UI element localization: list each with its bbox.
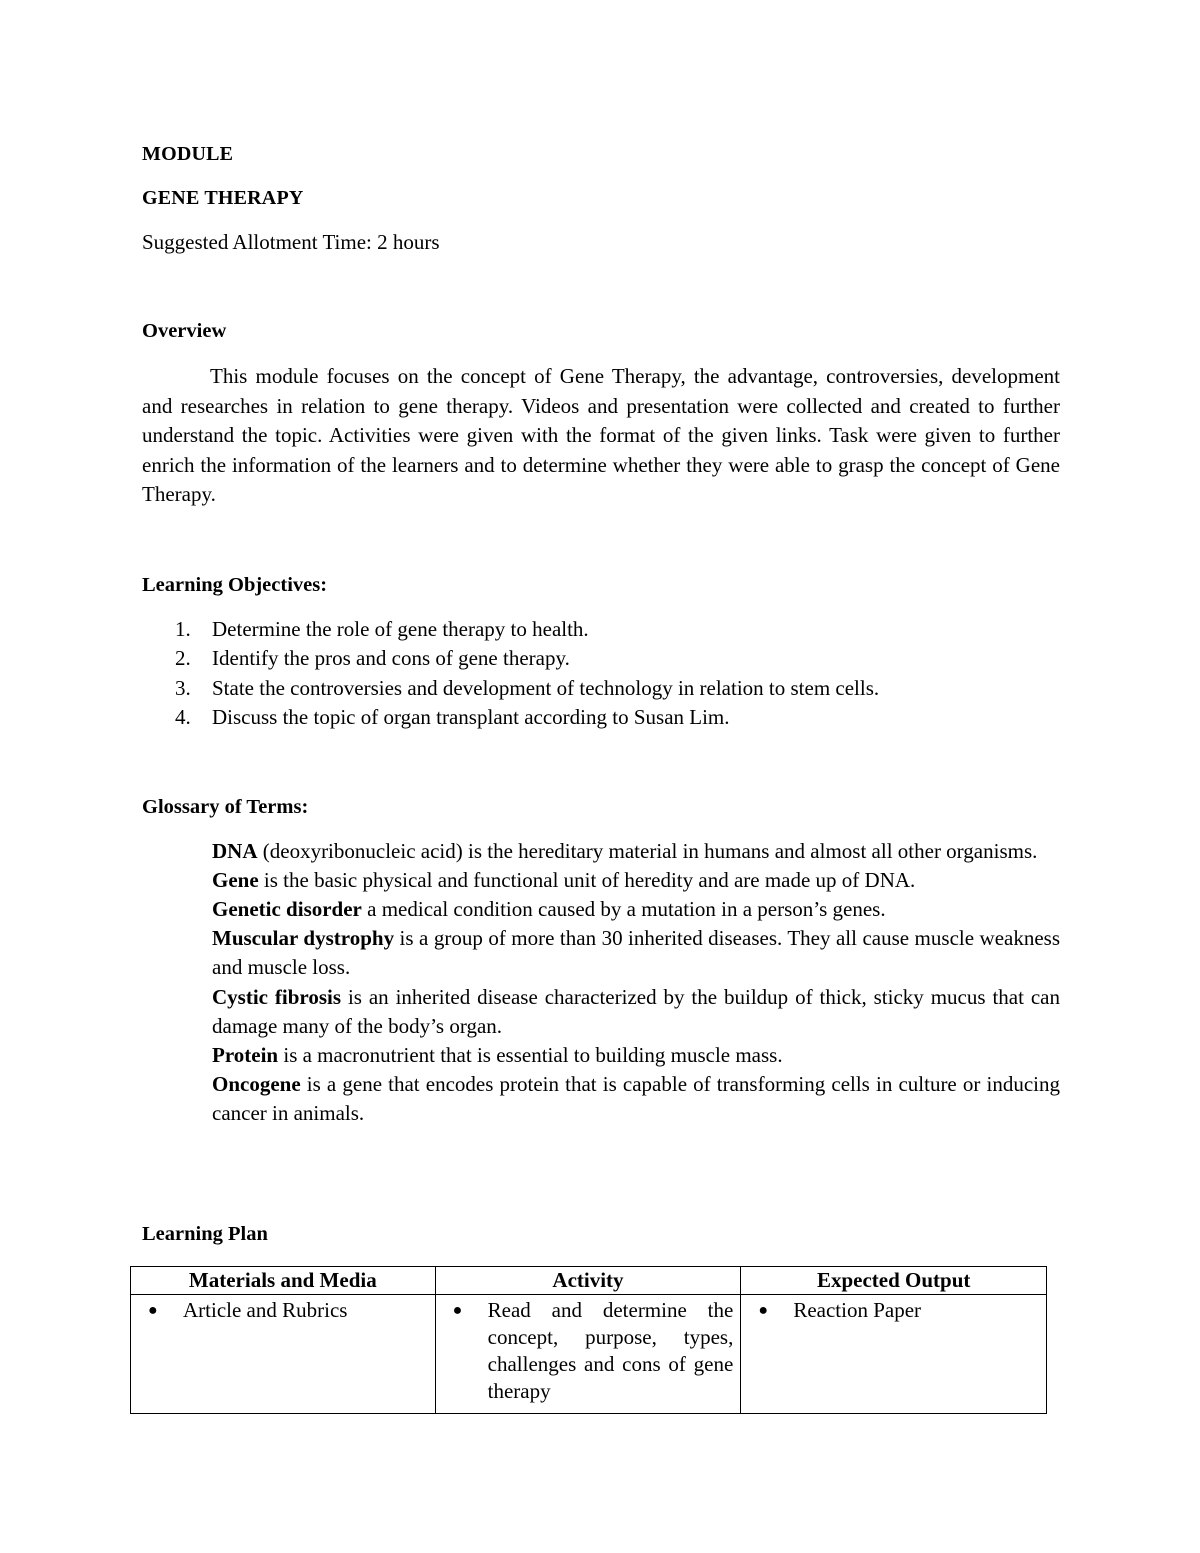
objective-item: [142, 615, 1060, 645]
objective-text: Discuss the topic of organ transplant according to Susan Lim.: [212, 705, 730, 729]
output-text: Reaction Paper: [793, 1298, 922, 1322]
glossary-term: Oncogene: [212, 1072, 301, 1097]
glossary-definition: is a macronutrient that is essential to building muscle mass.: [278, 1042, 783, 1067]
glossary-list: [212, 837, 1060, 1129]
glossary-item: [212, 866, 1060, 895]
glossary-term: Protein: [212, 1042, 279, 1067]
glossary-definition: (deoxyribonucleic acid) is the hereditary material in humans and almost all other organisms.: [257, 838, 1038, 863]
glossary-definition: is an inherited disease characterized by the buildup of thick, sticky mucus that can damage many of the body’s organ.: [212, 984, 1060, 1038]
objective-number: 3.: [175, 675, 191, 700]
glossary-term: Muscular dystrophy: [212, 926, 395, 951]
glossary-definition: is a gene that encodes protein that is capable of transforming cells in culture or inducing cancer in animals.: [212, 1072, 1060, 1126]
materials-cell: [131, 1295, 436, 1414]
overview-text: This module focuses on the concept of Gene Therapy, the advantage, controversies, development and researches in relation to gene therapy. Videos and presentation were collected and created to further understand the topic. Activities were given with the format of the given links. Task were given to further enrich the information of the learners and to determine whether they were able to grasp the concept of Gene Therapy.: [142, 364, 1060, 506]
glossary-item: [212, 837, 1060, 866]
column-header-activity: Activity: [435, 1267, 741, 1295]
objective-item: [142, 644, 1060, 674]
glossary-item: [212, 1070, 1060, 1128]
column-header-output: Expected Output: [741, 1267, 1047, 1295]
bullet-icon: ●: [148, 1302, 158, 1319]
glossary-item: [212, 1041, 1060, 1070]
objective-number: 2.: [175, 646, 191, 670]
objective-number: 1.: [175, 616, 191, 641]
activity-item: [443, 1297, 734, 1405]
glossary-term: Genetic disorder: [212, 896, 362, 921]
document-page: [142, 140, 1060, 1129]
objectives-heading: Learning Objectives:: [142, 573, 328, 596]
module-label: MODULE: [142, 143, 234, 165]
activity-text: Read and determine the concept, purpose, types, challenges and cons of gene therapy: [487, 1298, 734, 1403]
glossary-item: [212, 924, 1060, 982]
objective-text: State the controversies and development of technology in relation to stem cells.: [212, 675, 880, 700]
output-cell: [741, 1295, 1047, 1414]
materials-text: Article and Rubrics: [183, 1298, 348, 1322]
bullet-icon: ●: [758, 1302, 768, 1319]
objective-number: 4.: [175, 705, 191, 729]
learning-plan-table: [130, 1266, 1047, 1414]
glossary-definition: is the basic physical and functional unit of heredity and are made up of DNA.: [258, 867, 916, 892]
glossary-definition: a medical condition caused by a mutation in a person’s genes.: [361, 896, 886, 921]
learning-plan-heading: Learning Plan: [142, 1223, 268, 1245]
glossary-item: [212, 895, 1060, 924]
objective-text: Identify the pros and cons of gene therapy.: [212, 646, 570, 670]
objectives-list: [142, 615, 1060, 733]
objective-item: [142, 703, 1060, 733]
bullet-icon: ●: [452, 1302, 463, 1319]
table-row: [131, 1295, 1047, 1414]
glossary-definition: is a group of more than 30 inherited diseases. They all cause muscle weakness and muscle loss.: [212, 926, 1060, 980]
objective-item: [142, 674, 1060, 704]
allotment-time: Suggested Allotment Time: 2 hours: [142, 230, 440, 254]
glossary-term: Gene: [212, 867, 259, 892]
glossary-term: DNA: [212, 838, 258, 863]
glossary-term: Cystic fibrosis: [212, 984, 342, 1009]
column-header-materials: Materials and Media: [131, 1267, 436, 1295]
overview-heading: Overview: [142, 320, 227, 342]
glossary-item: [212, 983, 1060, 1041]
output-item: [748, 1297, 1039, 1324]
document-title: GENE THERAPY: [142, 187, 304, 209]
materials-item: [138, 1297, 428, 1324]
objective-text: Determine the role of gene therapy to health.: [212, 616, 589, 641]
glossary-heading: Glossary of Terms:: [142, 795, 309, 818]
table-header-row: [131, 1267, 1047, 1295]
activity-cell: [435, 1295, 741, 1414]
